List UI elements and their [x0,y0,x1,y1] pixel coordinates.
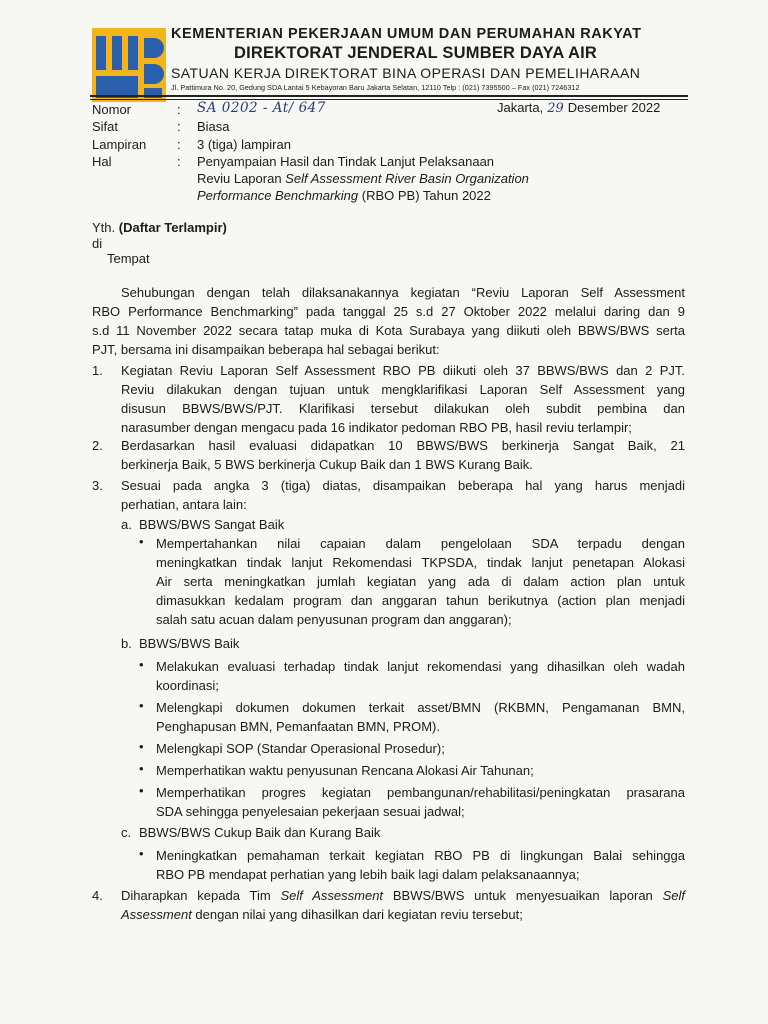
intro-line: RBO Performance Benchmarking” pada tanggal 25 s.d 27 Oktober 2022 melalui daring dan 9 [92,304,685,319]
letter-number: SA 0202 - At/ 647 [197,100,326,116]
item-number: 4. [92,888,103,903]
sub-label: a. [121,517,132,532]
item-number: 1. [92,363,103,378]
unit-name: SATUAN KERJA DIREKTORAT BINA OPERASI DAN PEMELIHARAAN [171,65,641,81]
bullet-dot: • [139,761,144,776]
ministry-name: KEMENTERIAN PEKERJAAN UMUM DAN PERUMAHAN RAKYAT [171,26,642,42]
item4-line: Diharapkan kepada Tim Self Assessment BBWS/BWS untuk menyesuaikan laporan Self [121,888,685,903]
sub-b-title: BBWS/BWS Baik [139,636,240,651]
sub-b-line: Memperhatikan waktu penyusunan Rencana Alokasi Air Tahunan; [156,763,534,778]
item3-line: perhatian, antara lain: [121,497,247,512]
addressee-di: di [92,236,103,251]
pupr-logo [92,28,166,102]
sub-a-line: Mempertahankan nilai capaian dalam pengelolaan SDA terpadu dengan [156,536,685,551]
item2-line: berkinerja Baik, 5 BWS berkinerja Cukup Baik dan 1 BWS Kurang Baik. [121,457,533,472]
sub-a-line: Air serta meningkatkan jumlah kegiatan yang ada di dalam action plan untuk [156,574,685,589]
sub-b-line: koordinasi; [156,678,219,693]
intro-line: PJT, bersama ini disampaikan beberapa hal sebagai berikut: [92,342,440,357]
sub-a-title: BBWS/BWS Sangat Baik [139,517,285,532]
sub-b-line: Melengkapi SOP (Standar Operasional Prosedur); [156,741,445,756]
bullet-dot: • [139,783,144,798]
place-date: Jakarta, 29 Desember 2022 [497,100,661,116]
sub-c-line: RBO PB mendapat perhatian yang lebih baik lagi dalam pelaksanaannya; [156,867,580,882]
item4-line: Assessment dengan nilai yang dihasilkan dari kegiatan reviu tersebut; [121,907,523,922]
sub-b-line: SDA sehingga penyelesaian pekerjaan sesuai jadwal; [156,804,465,819]
bullet-dot: • [139,739,144,754]
sub-label: b. [121,636,132,651]
sub-a-line: salah satu acuan dalam penyusunan program dan anggaran); [156,612,512,627]
intro-line: Sehubungan dengan telah dilaksanakannya kegiatan “Reviu Laporan Self Assessment [121,285,685,300]
item1-line: Reviu dilakukan dengan tujuan untuk mengklarifikasi Laporan Self Assessment yang [121,382,685,397]
item-number: 3. [92,478,103,493]
sub-b-line: Penghapusan BMN, Pemanfaatan BMN, PROM). [156,719,440,734]
addressee: Yth. (Daftar Terlampir) [92,220,227,235]
handwritten-day: 29 [547,101,564,116]
directorate-name: DIREKTORAT JENDERAL SUMBER DAYA AIR [234,44,598,62]
letter-page: KEMENTERIAN PEKERJAAN UMUM DAN PERUMAHAN RAKYAT DIREKTORAT JENDERAL SUMBER DAYA AIR SATUAN KERJA DIREKTORAT BINA OPERASI DAN PEMELIHARAAN Jl. Pattimura No. 20, Gedung SDA Lantai 5 Kebayoran Baru Jakarta Selatan, 12110 Telp : (021) 7395500 – Fax (021) 7246312 Nomor : SA 0202 - At/ 647 Jakarta, 29 Desember 2022 Sifat : Biasa Lampiran : 3 (tiga) lampiran Hal : Penyampaian Hasil dan Tindak Lanjut Pelaksanaan Reviu Laporan Self Assessment River Basin Organization Performance Benchmarking (RBO PB) Tahun 2022 Yth. (Daftar Terlampir) di Tempat Sehubungan dengan telah dilaksanakannya kegiatan “Reviu Laporan Self Assessment RBO Performance Benchmarking” pada tanggal 25 s.d 27 Oktober 2022 melalui daring dan 9 s.d 11 November 2022 secara tatap muka di Kota Surabaya yang diikuti oleh BBWS/BWS serta PJT, bersama ini disampaikan beberapa hal sebagai berikut: 1. Kegiatan Reviu Laporan Self Assessment RBO PB diikuti oleh 37 BBWS/BWS dan 2 PJT. Reviu dilakukan dengan tujuan untuk mengklarifikasi Laporan Self Assessment yang disusun BBWS/BWS/PJT. Klarifikasi tersebut dilakukan oleh subdit pembina dan narasumber dengan mengacu pada 16 indikator pedoman RBO PB, hasil reviu terlampir; 2. Berdasarkan hasil evaluasi didapatkan 10 BBWS/BWS berkinerja Sangat Baik, 21 berkinerja Baik, 5 BWS berkinerja Cukup Baik dan 1 BWS Kurang Baik. 3. Sesuai pada angka 3 (tiga) diatas, disampaikan beberapa hal yang harus menjadi perhatian, antara lain: a. BBWS/BWS Sangat Baik • Mempertahankan nilai capaian dalam pengelolaan SDA terpadu dengan meningkatkan tindak lanjut Rekomendasi TKPSDA, tindak lanjut penetapan Alokasi Air serta meningkatkan jumlah kegiatan yang ada di dalam action plan untuk dimasukkan kedalam program dan anggaran tahun berikutnya (action plan menjadi salah satu acuan dalam penyusunan program dan anggaran); b. BBWS/BWS Baik • Melakukan evaluasi terhadap tindak lanjut rekomendasi yang dihasilkan oleh wadah koordinasi; • Melengkapi dokumen dokumen terkait asset/BMN (RKBMN, Pengamanan BMN, Penghapusan BMN, Pemanfaatan BMN, PROM). • Melengkapi SOP (Standar Operasional Prosedur); • Memperhatikan waktu penyusunan Rencana Alokasi Air Tahunan; • Memperhatikan progres kegiatan pembangunan/rehabilitasi/peningkatan prasarana SDA sehingga penyelesaian pekerjaan sesuai jadwal; c. BBWS/BWS Cukup Baik dan Kurang Baik • Meningkatkan pemahaman terkait kegiatan RBO PB di lingkungan Balai sehingga RBO PB mendapat perhatian yang lebih baik lagi dalam pelaksanaannya; 4. Diharapkan kepada Tim Self Assessment BBWS/BWS untuk menyesuaikan laporan Self Assessment dengan nilai yang dihasilkan dari kegiatan reviu tersebut; [0,0,768,1024]
bullet-dot: • [139,657,144,672]
sub-label: c. [121,825,132,840]
addressee-tempat: Tempat [107,251,150,266]
address-line: Jl. Pattimura No. 20, Gedung SDA Lantai 5 Kebayoran Baru Jakarta Selatan, 12110 Telp : (021) 7395500 – Fax (021) 7246312 [171,83,580,92]
sub-c-line: Meningkatkan pemahaman terkait kegiatan RBO PB di lingkungan Balai sehingga [156,848,685,863]
sub-b-line: Memperhatikan progres kegiatan pembangunan/rehabilitasi/peningkatan prasarana [156,785,685,800]
sub-b-line: Melakukan evaluasi terhadap tindak lanjut rekomendasi yang dihasilkan oleh wadah [156,659,685,674]
sub-a-line: dimasukkan kedalam program dan anggaran tahun berikutnya (action plan menjadi [156,593,685,608]
item2-line: Berdasarkan hasil evaluasi didapatkan 10 BBWS/BWS berkinerja Sangat Baik, 21 [121,438,685,453]
item3-line: Sesuai pada angka 3 (tiga) diatas, disampaikan beberapa hal yang harus menjadi [121,478,685,493]
intro-line: s.d 11 November 2022 secara tatap muka di Kota Surabaya yang diikuti oleh BBWS/BWS serta [92,323,685,338]
item1-line: Kegiatan Reviu Laporan Self Assessment RBO PB diikuti oleh 37 BBWS/BWS dan 2 PJT. [121,363,685,378]
item1-line: disusun BBWS/BWS/PJT. Klarifikasi tersebut dilakukan oleh subdit pembina dan [121,401,685,416]
item1-line: narasumber dengan mengacu pada 16 indikator pedoman RBO PB, hasil reviu terlampir; [121,420,632,435]
header-rule [90,95,688,97]
bullet-dot: • [139,534,144,549]
sub-a-line: meningkatkan tindak lanjut Rekomendasi TKPSDA, tindak lanjut penetapan Alokasi [156,555,685,570]
bullet-dot: • [139,846,144,861]
sub-c-title: BBWS/BWS Cukup Baik dan Kurang Baik [139,825,381,840]
sub-b-line: Melengkapi dokumen dokumen terkait asset/BMN (RKBMN, Pengamanan BMN, [156,700,685,715]
item-number: 2. [92,438,103,453]
bullet-dot: • [139,698,144,713]
